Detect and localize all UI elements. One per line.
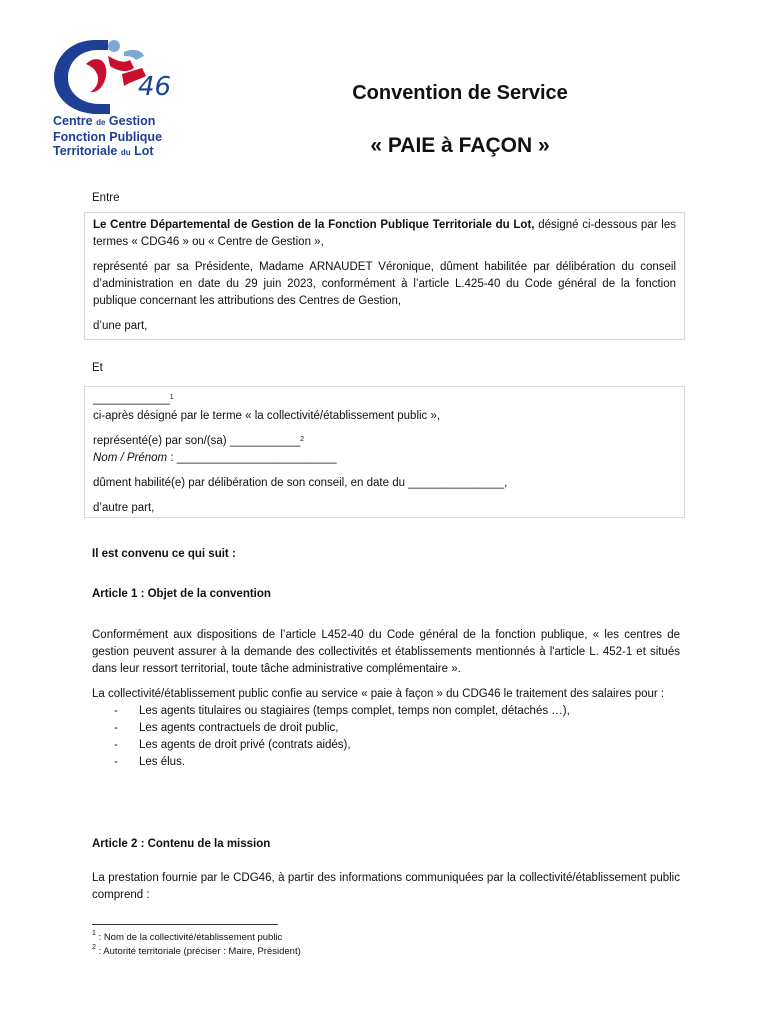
logo-wordmark: Centre de Gestion Fonction Publique Territoriale du Lot (53, 114, 163, 158)
article1-para2: La collectivité/établissement public confie au service « paie à façon » du CDG46 le traitement des salaires pour : (92, 688, 665, 700)
logo-number: 46 (138, 72, 172, 102)
list-item: - Les agents titulaires ou stagiaires (temps complet, temps non complet, détachés …), (92, 703, 680, 720)
party2-habilitation: dûment habilité(e) par délibération de son conseil, en date du _______________, (93, 477, 508, 489)
convenu-heading: Il est convenu ce qui suit : (92, 548, 236, 560)
cdg46-logo (50, 34, 190, 158)
article2-heading: Article 2 : Contenu de la mission (92, 838, 271, 850)
list-item: - Les agents de droit privé (contrats aidés), (92, 737, 680, 754)
footnote-2: $^2$ : Autorité territoriale (préciser : Maire, Président) (92, 944, 301, 957)
party1-closing: d’une part, (93, 320, 148, 332)
footnote-1: $^1$ : Nom de la collectivité/établissement public (92, 930, 283, 943)
document-subtitle: « PAIE à FAÇON » (370, 134, 550, 157)
party2-name-line: Nom / Prénom : _________________________ (93, 452, 337, 464)
list-item: - Les agents contractuels de droit public, (92, 720, 680, 737)
article1-para1: Conformément aux dispositions de l’article L452-40 du Code général de la fonction publique, « les centres de gestion peuvent assurer à la demande des collectivités et établissements mentionnés à l'article L. 452-1 et situés dans leur ressort territorial, toute tâche administrative complémentaire ». (92, 629, 680, 675)
article1-body (92, 627, 680, 771)
party2-box (84, 386, 685, 518)
party2-blank: ____________$^1$ (93, 393, 174, 405)
party1-name: Le Centre Départemental de Gestion de la Fonction Publique Territoriale du Lot, désigné ci-dessous par les termes « CDG46 » ou « Centre de Gestion », (93, 219, 676, 248)
article2-para1: La prestation fournie par le CDG46, à partir des informations communiquées par la collectivité/établissement public comprend : (92, 872, 680, 901)
party1-represented: représenté par sa Présidente, Madame ARNAUDET Véronique, dûment habilitée par délibération du conseil d’administration en date du 29 juin 2023, conformément à l’article L.425-40 du Code général de la fonction publique concernant les attributions des Centres de Gestion, (93, 261, 676, 307)
article1-heading: Article 1 : Objet de la convention (92, 588, 271, 600)
footnote-separator (92, 924, 278, 925)
party1-box (84, 212, 685, 340)
entre-label: Entre (92, 192, 120, 204)
party2-represented: représenté(e) par son/(sa) ___________$^2$ (93, 435, 305, 447)
document-title: Convention de Service (352, 82, 568, 104)
article1-list (92, 703, 680, 771)
party2-closing: d’autre part, (93, 502, 155, 514)
party2-designation: ci-après désigné par le terme « la collectivité/établissement public », (93, 410, 441, 422)
list-item: - Les élus. (92, 754, 680, 771)
et-label: Et (92, 362, 103, 374)
article2-body (92, 870, 680, 904)
